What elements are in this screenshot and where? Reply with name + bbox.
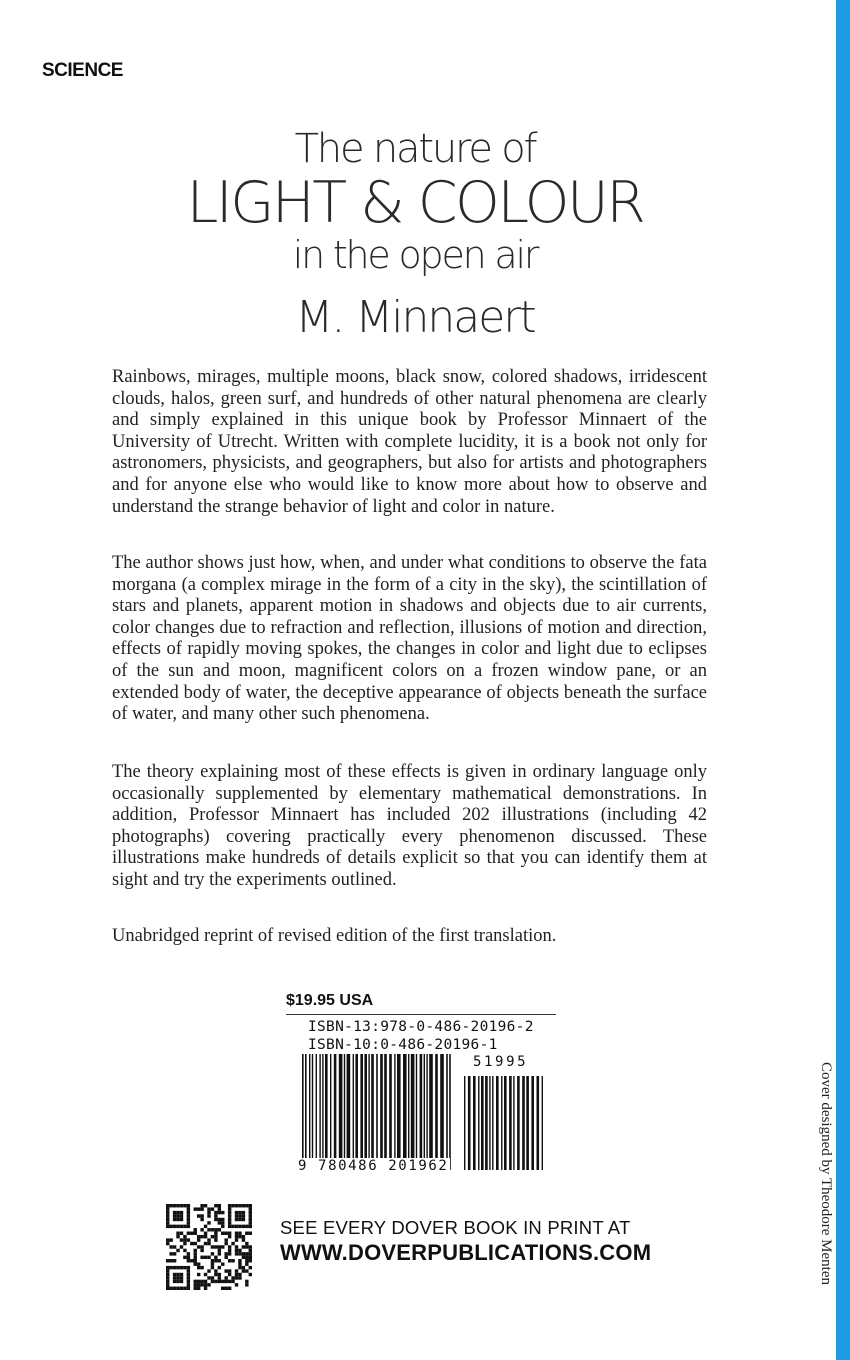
category-label: SCIENCE	[42, 60, 123, 81]
price-rule	[286, 1014, 556, 1015]
price-box	[286, 992, 556, 1053]
price: $19.95 USA	[286, 992, 374, 1009]
blurb-paragraph-2: The author shows just how, when, and under what conditions to observe the fata morgana (a complex mirage in the form of a city in the sky), the scintillation of stars and planets, apparent motion in shadows and objects due to air currents, color changes due to refraction and reflection, illusions of motion and direction, effects of rapidly moving spokes, the changes in color and light due to eclipses of the sun and moon, magnificent colors on a frozen window pane, or an extended body of water, the deceptive appearance of objects beneath the surface of water, and many other such phenomena.	[112, 553, 707, 725]
blurb-paragraph-4: Unabridged reprint of revised edition of the first translation.	[112, 926, 557, 946]
blurb-paragraph-3: The theory explaining most of these effects is given in ordinary language only occasionally supplemented by elementary mathematical demonstrations. In addition, Professor Minnaert has included 202 illustrations (including 42 photographs) covering practically every phenomenon discussed. These illustrations make hundreds of details explicit so that you can identify them at sight and try the experiments outlined.	[112, 762, 707, 890]
title-line-2: LIGHT & COLOUR	[186, 170, 644, 236]
title-line-3: in the open air	[292, 233, 538, 277]
promo-line-1: SEE EVERY DOVER BOOK IN PRINT AT	[280, 1217, 631, 1238]
barcode	[292, 1054, 544, 1178]
qr-code-icon	[166, 1204, 252, 1290]
cover-credit: Cover designed by Theodore Menten	[818, 1062, 834, 1286]
barcode-addon-digits: 51995	[473, 1054, 529, 1070]
spine-stripe	[836, 0, 850, 1360]
promo-website: WWW.DOVERPUBLICATIONS.COM	[280, 1240, 652, 1265]
isbn-13: ISBN-13:978-0-486-20196-2	[308, 1019, 534, 1035]
blurb-paragraph-1: Rainbows, mirages, multiple moons, black snow, colored shadows, irridescent clouds, halos, green surf, and hundreds of other natural phenomena are clearly and simply explained in this unique book by Professor Minnaert of the University of Utrecht. Written with complete lucidity, it is a book not only for astronomers, physicists, and geographers, but also for artists and photographers and for anyone else who would like to know more about how to observe and understand the strange behavior of light and color in nature.	[112, 367, 707, 517]
barcode-digits: 9 780486 201962	[298, 1158, 449, 1174]
isbn-10: ISBN-10:0-486-20196-1	[308, 1037, 498, 1053]
author-name: M. Minnaert	[295, 292, 535, 343]
title-line-1: The nature of	[294, 126, 536, 172]
